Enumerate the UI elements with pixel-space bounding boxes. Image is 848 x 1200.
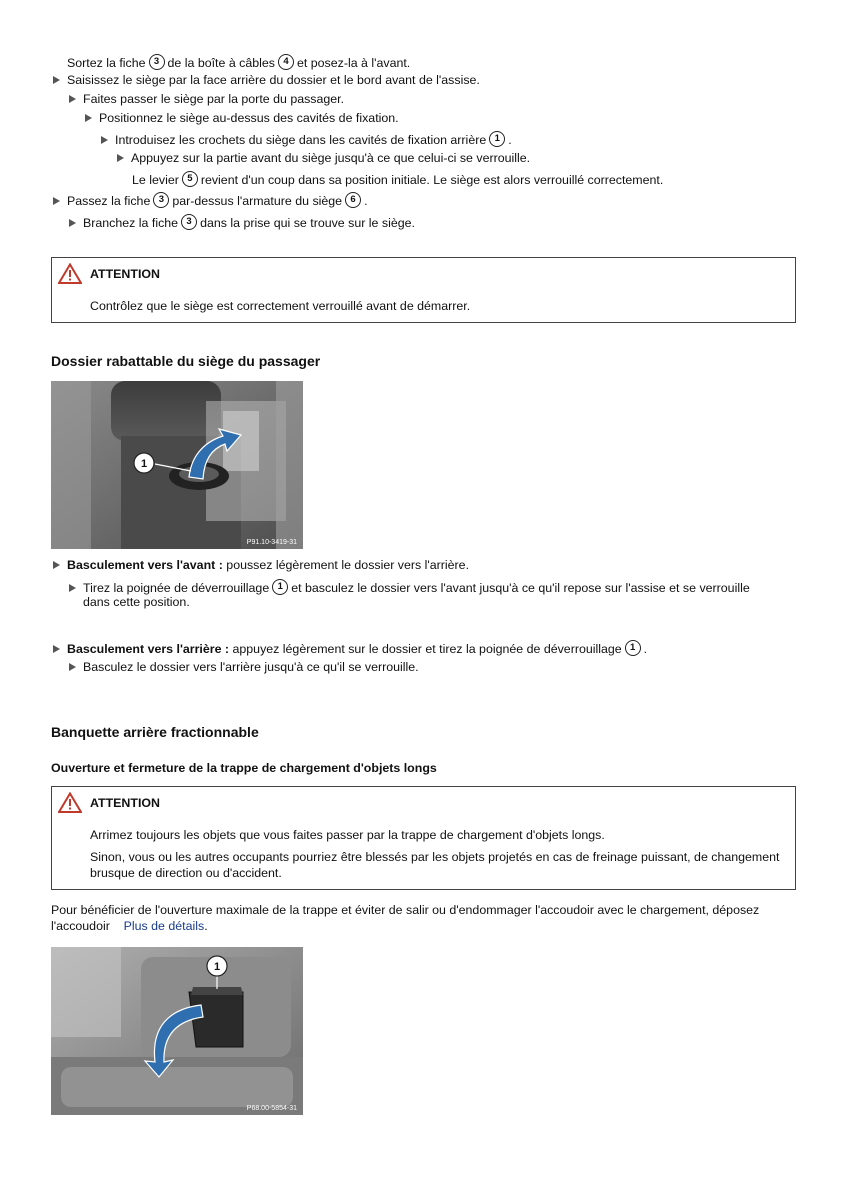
bullet-arrow-icon	[69, 663, 76, 671]
bullet-arrow-icon	[69, 95, 76, 103]
step-fold-back: Basculement vers l'arrière : appuyez légèrement sur le dossier et tirez la poignée de déverrouillage 1 .	[53, 640, 647, 657]
step-pass-seat: Faites passer le siège par la porte du passager.	[69, 92, 344, 107]
step-pull-release-cont: dans cette position.	[83, 595, 190, 609]
step-position-seat: Positionnez le siège au-dessus des cavités de fixation.	[85, 111, 399, 126]
attention-text-1: Arrimez toujours les objets que vous faites passer par la trappe de chargement d'objets longs.	[90, 828, 605, 842]
step-pass-plug: Passez la fiche 3 par-dessus l'armature du siège 6 .	[53, 192, 368, 209]
attention-box	[51, 257, 796, 323]
more-details-link[interactable]: Plus de détails	[123, 919, 205, 933]
seat-release-illustration	[51, 381, 303, 549]
step-press-seat: Appuyez sur la partie avant du siège jusqu'à ce que celui-ci se verrouille.	[117, 151, 530, 166]
bullet-arrow-icon	[117, 154, 124, 162]
warning-triangle-icon	[58, 792, 82, 813]
attention-text: Contrôlez que le siège est correctement verrouillé avant de démarrer.	[90, 299, 471, 313]
photo-code: P68.00-5854-31	[246, 1105, 297, 1112]
bullet-arrow-icon	[69, 584, 76, 592]
attention-title: ATTENTION	[90, 796, 160, 810]
photo-code: P91.10-3419-31	[246, 539, 297, 546]
step-insert-hooks: Introduisez les crochets du siège dans les cavités de fixation arrière 1 .	[101, 131, 512, 148]
seat-release-photo	[51, 381, 303, 549]
warning-triangle-icon	[58, 263, 82, 284]
load-hatch-photo	[51, 947, 303, 1115]
callout-number: 1	[489, 131, 505, 147]
attention-box	[51, 786, 796, 890]
bullet-arrow-icon	[101, 136, 108, 144]
callout-number: 3	[181, 214, 197, 230]
bullet-arrow-icon	[53, 76, 60, 84]
bullet-arrow-icon	[69, 219, 76, 227]
bullet-arrow-icon	[53, 561, 60, 569]
step-connect-plug: Branchez la fiche 3 dans la prise qui se trouve sur le siège.	[69, 214, 415, 231]
bullet-arrow-icon	[53, 197, 60, 205]
photo-callout-number: 1	[213, 961, 221, 973]
attention-title: ATTENTION	[90, 267, 160, 281]
callout-number: 1	[625, 640, 641, 656]
step-remove-plug: Sortez la fiche 3 de la boîte à câbles 4 et posez-la à l'avant.	[67, 56, 411, 70]
armrest-paragraph-line2: l'accoudoir Plus de détails.	[51, 919, 208, 933]
section-heading: Banquette arrière fractionnable	[51, 724, 259, 740]
bullet-arrow-icon	[85, 114, 92, 122]
callout-number: 3	[153, 192, 169, 208]
attention-text-2: Sinon, vous ou les autres occupants pourriez être blessés par les objets projetés en cas de freinage puissant, de changement brusque de direction ou d'accident.	[90, 850, 780, 880]
step-pull-release: Tirez la poignée de déverrouillage 1 et basculez le dossier vers l'avant jusqu'à ce qu'il repose sur l'assise et se verrouille	[69, 579, 750, 596]
section-heading: Dossier rabattable du siège du passager	[51, 353, 321, 369]
step-lever-note: Le levier 5 revient d'un coup dans sa position initiale. Le siège est alors verrouillé correctement.	[132, 173, 664, 187]
callout-number: 6	[345, 192, 361, 208]
load-hatch-illustration	[51, 947, 303, 1115]
callout-number: 4	[278, 54, 294, 70]
step-grab-seat: Saisissez le siège par la face arrière du dossier et le bord avant de l'assise.	[53, 73, 480, 88]
step-fold-forward: Basculement vers l'avant : poussez légèrement le dossier vers l'arrière.	[53, 558, 469, 573]
step-fold-back-lock: Basculez le dossier vers l'arrière jusqu'à ce qu'il se verrouille.	[69, 660, 419, 675]
armrest-paragraph-line1: Pour bénéficier de l'ouverture maximale de la trappe et éviter de salir ou d'endommager l'accoudoir avec le chargement, déposez	[51, 903, 760, 917]
callout-number: 3	[149, 54, 165, 70]
bullet-arrow-icon	[53, 645, 60, 653]
callout-number: 5	[182, 171, 198, 187]
callout-number: 1	[272, 579, 288, 595]
photo-callout-number: 1	[140, 458, 148, 470]
subsection-heading: Ouverture et fermeture de la trappe de chargement d'objets longs	[51, 761, 437, 775]
